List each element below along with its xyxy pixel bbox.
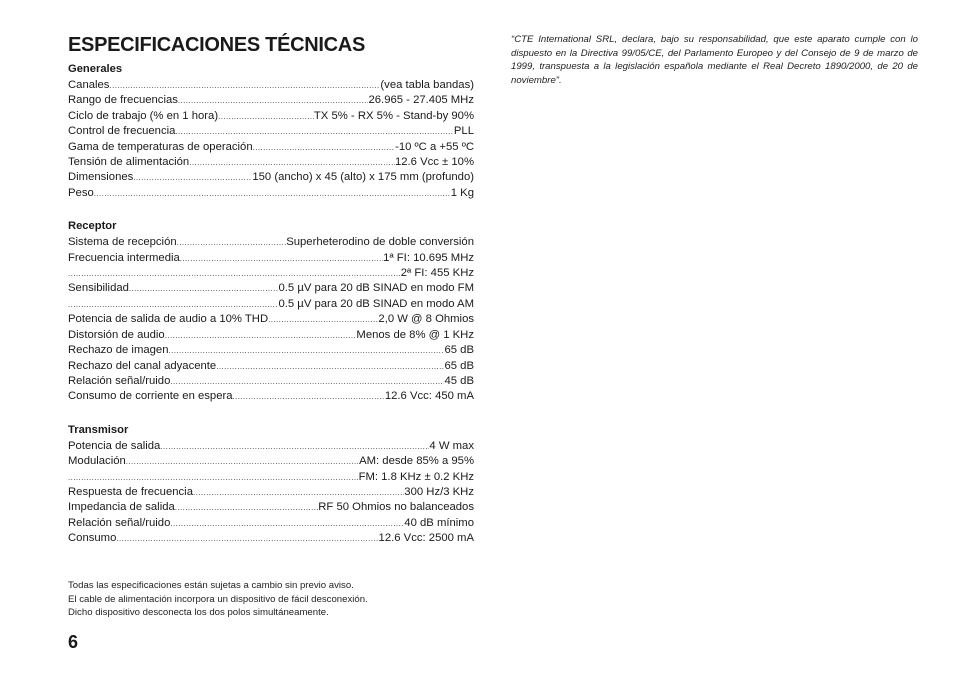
dot-leader — [116, 531, 378, 546]
spec-row — [68, 470, 474, 485]
spec-label: Gama de temperaturas de operación — [68, 140, 253, 153]
spec-row — [68, 155, 474, 170]
spec-row — [68, 186, 474, 201]
spec-value: AM: desde 85% a 95% — [359, 455, 474, 468]
spec-row — [68, 297, 474, 312]
footnote: Dicho dispositivo desconecta los dos polos simultáneamente. — [68, 607, 329, 619]
dot-leader — [218, 109, 314, 124]
specs-column — [68, 32, 474, 547]
spec-row — [68, 78, 474, 93]
spec-row — [68, 516, 474, 531]
spec-value: 26.965 - 27.405 MHz — [368, 94, 474, 107]
spec-value: 12.6 Vcc: 450 mA — [384, 390, 474, 403]
section-generales — [68, 62, 474, 201]
dot-leader — [193, 485, 404, 500]
dot-leader — [94, 186, 451, 201]
spec-value: -10 ºC a +55 ºC — [395, 140, 474, 153]
spec-value: Superheterodino de doble conversión — [286, 236, 474, 249]
spec-label: Consumo de corriente en espera — [68, 390, 233, 403]
footnote: Todas las especificaciones están sujetas a cambio sin previo aviso. — [68, 580, 354, 591]
dot-leader — [216, 359, 444, 374]
spec-row — [68, 374, 474, 389]
spec-row — [68, 170, 474, 185]
spec-label: Dimensiones — [68, 171, 134, 184]
spec-label: Frecuencia intermedia — [68, 251, 180, 264]
spec-value: 0.5 µV para 20 dB SINAD en modo FM — [278, 282, 474, 295]
footnote: El cable de alimentación incorpora un dispositivo de fácil desconexión. — [68, 593, 368, 605]
spec-row — [68, 251, 474, 266]
dot-leader — [253, 140, 395, 155]
spec-value: FM: 1.8 KHz ± 0.2 KHz — [358, 470, 474, 483]
dot-leader — [126, 454, 359, 469]
dot-leader — [178, 93, 369, 108]
spec-label: Impedancia de salida — [68, 501, 175, 514]
spec-row — [68, 439, 474, 454]
dot-leader — [175, 124, 454, 139]
spec-row — [68, 312, 474, 327]
spec-value: TX 5% - RX 5% - Stand-by 90% — [313, 109, 474, 122]
spec-row — [68, 235, 474, 250]
spec-label: Peso — [68, 186, 94, 199]
dot-leader — [129, 281, 279, 296]
spec-value: 1 Kg — [450, 186, 474, 199]
spec-value: 12.6 Vcc: 2500 mA — [378, 532, 474, 545]
spec-label: Control de frecuencia — [68, 125, 176, 138]
spec-label: Potencia de salida — [68, 439, 161, 452]
spec-value: 45 dB — [444, 374, 474, 387]
spec-row — [68, 500, 474, 515]
dot-leader — [133, 170, 252, 185]
spec-row — [68, 359, 474, 374]
spec-row — [68, 531, 474, 546]
spec-value: Menos de 8% @ 1 KHz — [356, 328, 474, 341]
spec-value: 2ª FI: 455 KHz — [400, 267, 474, 280]
dot-leader — [168, 343, 444, 358]
spec-label: Tensión de alimentación — [68, 156, 190, 169]
spec-value: 0.5 µV para 20 dB SINAD en modo AM — [278, 297, 474, 310]
spec-row — [68, 266, 474, 281]
spec-row — [68, 389, 474, 404]
spec-label: Ciclo de trabajo (% en 1 hora) — [68, 109, 219, 122]
dot-leader — [177, 235, 287, 250]
spec-row — [68, 93, 474, 108]
spec-value: 150 (ancho) x 45 (alto) x 175 mm (profundo) — [252, 171, 474, 184]
dot-leader — [170, 374, 444, 389]
footnotes — [68, 579, 368, 620]
dot-leader — [175, 500, 318, 515]
section-title: Transmisor — [68, 423, 129, 436]
spec-row — [68, 485, 474, 500]
spec-value: (vea tabla bandas) — [380, 79, 474, 91]
spec-label: Sensibilidad — [68, 282, 129, 295]
spec-value: 2,0 W @ 8 Ohmios — [378, 313, 474, 326]
section-transmisor — [68, 423, 474, 547]
spec-label: Respuesta de frecuencia — [68, 485, 193, 498]
spec-label: Relación señal/ruido — [68, 516, 171, 529]
spec-row — [68, 343, 474, 358]
spec-label: Rechazo del canal adyacente — [68, 359, 217, 372]
dot-leader — [68, 266, 401, 281]
page-title: ESPECIFICACIONES TÉCNICAS — [68, 34, 365, 56]
dot-leader — [160, 439, 429, 454]
spec-row — [68, 454, 474, 469]
dot-leader — [180, 251, 383, 266]
dot-leader — [170, 516, 404, 531]
spec-label: Consumo — [68, 532, 117, 545]
section-receptor — [68, 219, 474, 404]
section-title: Receptor — [68, 220, 117, 233]
spec-value: 40 dB mínimo — [404, 516, 474, 529]
spec-label: Rechazo de imagen — [68, 344, 169, 357]
spec-value: PLL — [453, 125, 474, 138]
spec-row — [68, 109, 474, 124]
declaration-text: “CTE International SRL, declara, bajo su responsabilidad, que este aparato cumple con lo dispuesto en la Directiva 99/05/CE, del Parlamento Europeo y del Consejo de 9 de marzo de 1999, transpuesta a la legislación española mediante el Real Decreto 1890/2000, de 20 de noviembre”. — [511, 34, 918, 86]
spec-value: RF 50 Ohmios no balanceados — [318, 501, 474, 514]
spec-label: Distorsión de audio — [68, 328, 165, 341]
dot-leader — [109, 78, 380, 93]
spec-row — [68, 328, 474, 343]
spec-row — [68, 281, 474, 296]
spec-value: 65 dB — [444, 344, 474, 357]
spec-label: Modulación — [68, 455, 126, 468]
spec-label: Relación señal/ruido — [68, 374, 171, 387]
page-number: 6 — [68, 632, 79, 652]
spec-label: Rango de frecuencias — [68, 94, 178, 107]
spec-label: Sistema de recepción — [68, 236, 177, 249]
dot-leader — [233, 389, 385, 404]
spec-label: Canales — [68, 79, 110, 91]
spec-value: 12.6 Vcc ± 10% — [394, 156, 474, 169]
spec-value: 4 W max — [429, 439, 474, 452]
dot-leader — [165, 328, 357, 343]
section-title: Generales — [68, 63, 123, 75]
dot-leader — [68, 297, 278, 312]
spec-value: 1ª FI: 10.695 MHz — [383, 251, 474, 264]
dot-leader — [68, 470, 359, 485]
spec-value: 65 dB — [444, 359, 474, 372]
spec-row — [68, 140, 474, 155]
spec-row — [68, 124, 474, 139]
dot-leader — [268, 312, 378, 327]
spec-value: 300 Hz/3 KHz — [404, 485, 474, 498]
spec-label: Potencia de salida de audio a 10% THD — [68, 313, 269, 326]
dot-leader — [189, 155, 395, 170]
